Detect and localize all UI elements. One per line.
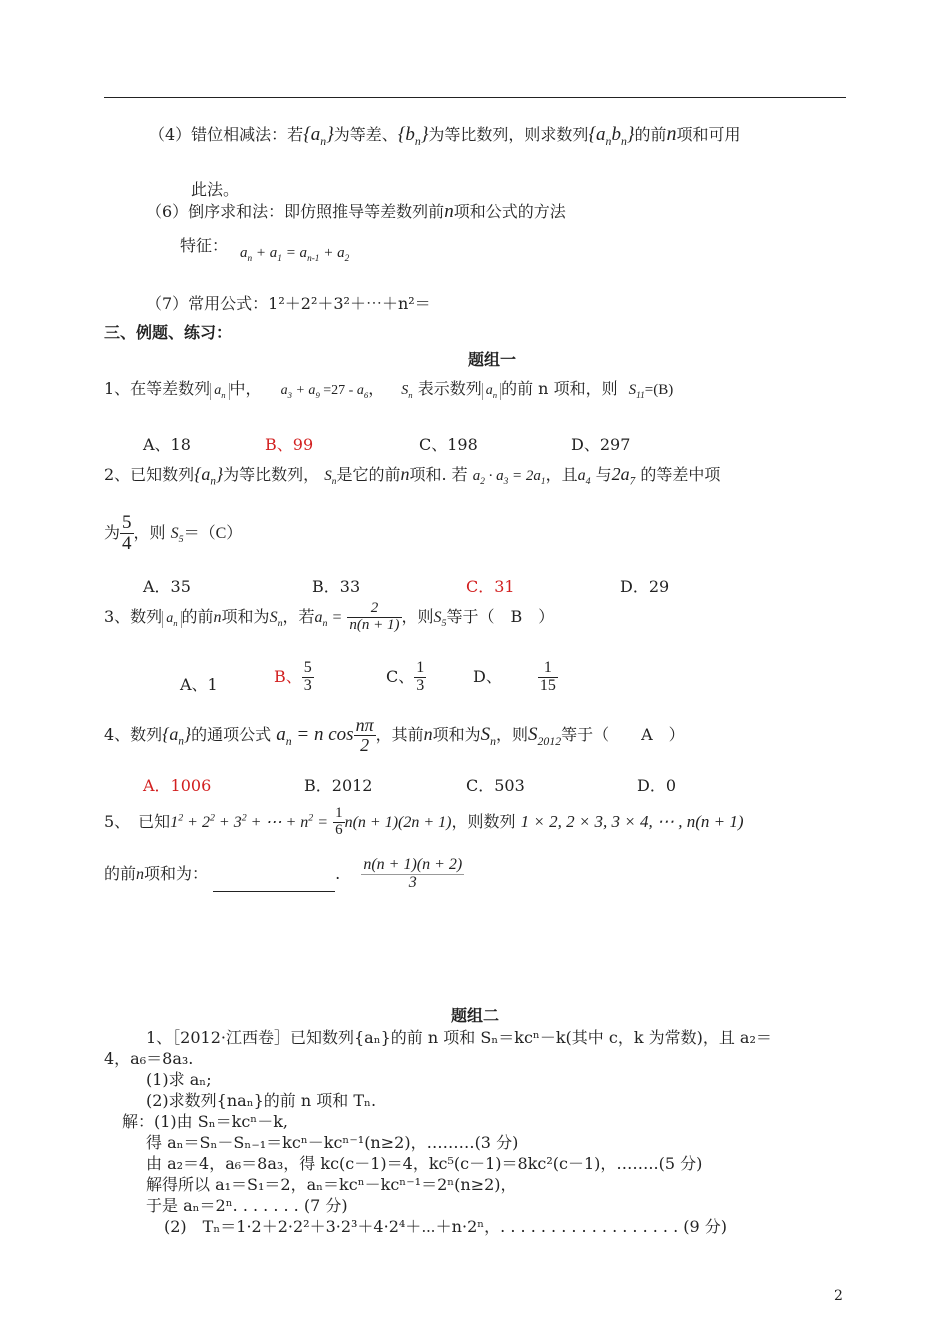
fraction-1-6: $\frac{1}{6}$ [335,805,343,838]
seq-anbn: $\{a_nb_n\}$ [588,124,635,148]
fraction-5-4: $\frac{5}{4}$ [122,512,132,554]
answer-blank[interactable] [213,875,335,892]
q3-option-b: B、 $\frac{5}{3}$ [274,659,312,694]
q3-option-c: C、 $\frac{1}{3}$ [386,659,425,694]
page-number: 2 [834,1288,843,1304]
question-5-line-1: 5、 已知$1^2 + 2^2 + 3^2$ + ⋯ + $n^2$ = $\frac{1}{6}$ n(n + 1)(2n + 1)，则数列 1 × 2, 2 × 3, 3 × 4, ⋯ , n(n + 1) [104,805,744,838]
solution-line-1: 解：(1)由 Sₙ＝kcⁿ－k, [122,1112,288,1131]
q1-option-a: A、18 [143,435,191,454]
group2-title: 题组二 [451,1006,500,1025]
solution-line-5: 于是 aₙ＝2ⁿ. . . . . . . (7 分) [146,1196,348,1215]
q2-option-d: D．29 [620,577,670,596]
method-4-line-2: 此法。 [191,180,240,199]
q1-option-c: C、198 [419,435,478,454]
question-1: 1、在等差数列 $a_n$ 中， $a_3 + a_9 =27 - a_6$， $S_n$ 表示数列 $a_n$ 的前 n 项和，则 $S_{11}=(B)$ [104,379,674,401]
q1-option-b: B、99 [265,435,314,454]
method-7: （7）常用公式：1²＋2²＋3²＋⋯＋n²＝ [146,294,431,313]
section-title: 三、例题、练习： [104,323,233,342]
solution-line-4: 解得所以 a₁＝S₁＝2，aₙ＝kcⁿ－kcⁿ⁻¹＝2ⁿ(n≥2)， [146,1175,517,1194]
feature-formula: $a_n + a_1 = a_{n-1} + a_2$ [240,245,350,264]
seq-an: $\{a_n\}$ [303,124,334,148]
seq-bn: $\{b_n\}$ [397,124,429,148]
answer-fraction: $\frac{n(n + 1)(n + 2)}{3}$ [363,856,463,891]
group1-title: 题组一 [468,350,517,369]
group2-problem-line-1: 1、［2012·江西卷］已知数列{aₙ}的前 n 项和 Sₙ＝kcⁿ－k(其中 c，k 为常数)，且 a₂＝ [146,1028,772,1047]
header-rule [104,97,846,98]
q4-option-c: C．503 [466,776,525,795]
var-n: n [666,123,677,145]
fraction-n-pi-over-2: $\frac{n\pi}{2}$ [355,715,374,755]
question-4: 4、数列$\{a_n\}$的通项公式 $a_n = n$ cos $\frac{n\pi}{2}$ ，其前n项和为$S_n$，则$S_{2012}$等于（ A ） [104,715,685,755]
q2-option-b: B．33 [312,577,361,596]
solution-line-2: 得 aₙ＝Sₙ－Sₙ₋₁＝kcⁿ－kcⁿ⁻¹(n≥2)，………(3 分) [146,1133,519,1152]
solution-line-3: 由 a₂＝4，a₆＝8a₃，得 kc(c－1)＝4，kc⁵(c－1)＝8kc²(c－1)，……..(5 分) [146,1154,703,1173]
question-5-line-2: 的前n项和为： . $\frac{n(n + 1)(n + 2)}{3}$ [104,856,463,891]
q3-option-d: D、 $\frac{1}{15}$ [473,659,556,694]
q4-option-b: B．2012 [304,776,373,795]
group2-part-1: (1)求 aₙ; [146,1070,212,1089]
group2-part-2: (2)求数列{naₙ}的前 n 项和 Tₙ. [146,1091,377,1110]
q2-option-c: C．31 [466,577,515,596]
q2-option-a: A．35 [143,577,191,596]
solution-line-6: (2) Tₙ＝1·2＋2·2²＋3·2³＋4·2⁴＋⋯＋n·2ⁿ，. . . . . . . . . . . . . . . . . . (9 分) [164,1217,728,1236]
question-2-line-2: 为 $\frac{5}{4}$ ，则 $S_5=(C)$ [104,512,243,554]
q4-option-a: A．1006 [143,776,212,795]
q4-option-d: D．0 [637,776,677,795]
q1-option-d: D、297 [571,435,631,454]
q3-option-a: A、1 [180,675,218,694]
group2-problem-line-2: 4，a₆＝8a₃. [104,1049,194,1068]
question-3: 3、数列 $a_n$ 的前n项和为$S_n$，若$a_n$ = $\frac{2}{n(n + 1)}$ ，则$S_5$等于（ B ） [104,600,555,633]
method-4-line-1: （4）错位相减法：若$\{a_n\}$为等差、$\{b_n\}$为等比数列，则求数列$\{a_nb_n\}$的前n项和可用 [149,123,741,148]
question-2-line-1: 2、已知数列$\{a_n\}$为等比数列， $S_n$是它的前n项和. 若 $a_2 \cdot a_3 = 2a_1$，且$a_4$ 与$2a_7$ 的等差中项 [104,464,721,488]
method-6: （6）倒序求和法：即仿照推导等差数列前n项和公式的方法 [146,201,566,222]
feature-label: 特征： [180,236,229,255]
fraction-2-over-n-n-plus-1: $\frac{2}{n(n + 1)}$ [349,600,400,633]
